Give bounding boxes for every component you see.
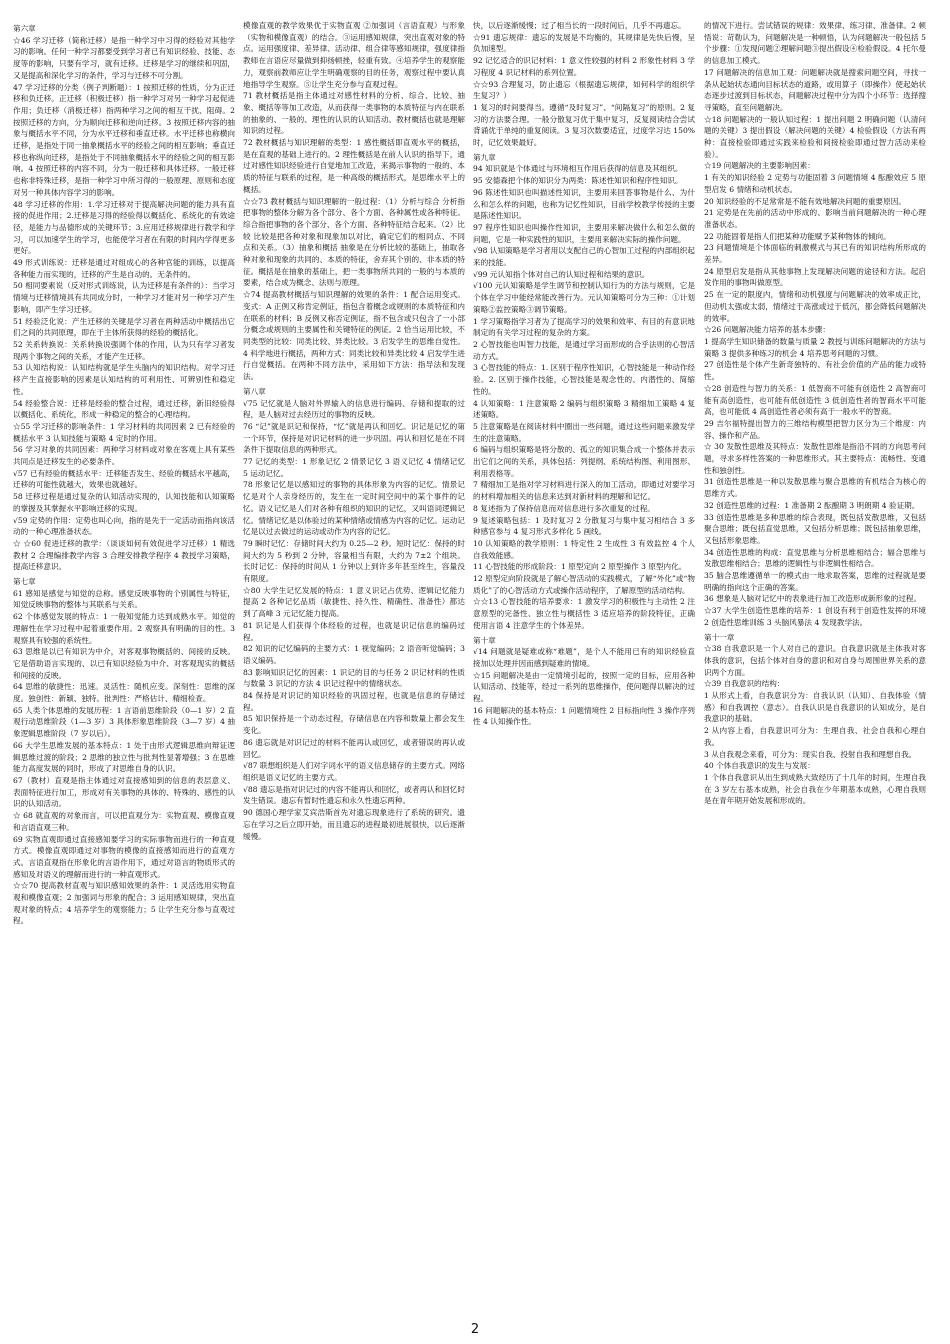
paragraph: 1 个体自我意识从出生到成熟大致经历了十几年的时间，生理自我在 3 岁左右基本成熟，社会自我在少年期基本成熟，心理自我则是在青年期开始发展和形成的。 bbox=[704, 773, 926, 806]
paragraph: 58 迁移过程是通过复杂的认知活动实现的，认知技能和认知策略的掌握及其掌握水平影响迁移的实现。 bbox=[13, 492, 235, 513]
paragraph: 33 创造性思维是多种思维的综合表现，既包括发散思维，又包括聚合思维；既包括直觉思维，又包括分析思维；既包括抽象思维，又包括形象思维。 bbox=[704, 512, 926, 545]
chapter-heading: 第六章 bbox=[13, 24, 36, 33]
paragraph: ☆☆13 心智技能的培养要求：1 激发学习的积极性与主动性 2 注意原型的完备性、独立性与概括性 3 适应培养的阶段特征，正确使用言语 4 注意学生的个体差异。 bbox=[473, 597, 695, 630]
paragraph: √59 定势的作用：定势也叫心向，指的是先于一定活动而指向该活动的一种心理准备状态。 bbox=[13, 515, 235, 537]
paragraph: 4 认知策略：1 注意策略 2 编码与组织策略 3 精细加工策略 4 复述策略。 bbox=[473, 398, 695, 420]
paragraph: √100 元认知策略是学生调节和控制认知行为的方法与规则，它是个体在学习中能经常能改善行为。元认知策略可分为三种：①计划策略②监控策略③调节策略。 bbox=[473, 281, 695, 314]
paragraph: 97 程序性知识也叫操作性知识，主要用来解决做什么和怎么做的问题，它是一种实践性的知识，主要用来解决实际的操作问题。 bbox=[473, 222, 695, 244]
paragraph: 31 创造性思维是一种以发散思维与聚合思维的有机结合为核心的思维方式。 bbox=[704, 477, 926, 499]
paragraph: 51 经验泛化说：产生迁移的关键是学习者在两种活动中概括出它们之间的共同原理，即在于主体所获得的经验的概括化。 bbox=[13, 316, 235, 338]
paragraph: 1 提高学生知识储备的数量与质量 2 教授与训练问题解决的方法与策略 3 提供多种练习的机会 4 培养思考问题的习惯。 bbox=[704, 336, 926, 358]
paragraph: 1 有关的知识经验 2 定势与功能固着 3 问题情境 4 酝酿效应 5 原型启发 6 情绪和动机状态。 bbox=[704, 173, 926, 194]
paragraph: 66 大学生思维发展的基本特点：1 处于由形式逻辑思维向辩证逻辑思维过渡的阶段；2 思维的独立性与批判性显著增强；3 在思维能力高度发展的同时，形成了对思维自身的认识。 bbox=[13, 740, 235, 774]
paragraph: 20 知识经验的不足常常是不能有效地解决问题的重要原因。 bbox=[704, 196, 906, 206]
paragraph: 83 影响知识记忆的因素：1 识记的目的与任务 2 识记材料的性质与数量 3 识记的方法 4 识记过程中的情绪状态。 bbox=[243, 667, 465, 689]
paragraph: ☆38 自我意识是一个人对自己的意识。自我意识就是主体我对客体我的意识，包括个体对自身的意识和对自身与周围世界关系的意识两个方面。 bbox=[704, 644, 926, 677]
paragraph: ☆☆93 合理复习，防止遗忘（根据遗忘规律，如何科学的组织学生复习？） bbox=[473, 79, 695, 101]
chapter-heading: 第十章 bbox=[473, 635, 496, 645]
paragraph: 49 形式训练说：迁移是通过对组成心的各种官能的训练，以提高各种能力而实现的，迁移的产生是自动的。无条件的。 bbox=[13, 258, 235, 279]
chapter-heading: 第八章 bbox=[243, 386, 266, 396]
text-column-2 bbox=[243, 20, 465, 1312]
paragraph: 81 识记是人们获得个体经验的过程，也就是识记信息的编码过程。 bbox=[243, 620, 465, 642]
paragraph: 72 教材概括与知识理解的类型：1 感性概括即直观水平的概括，是在直观的基础上进行的。2 理性概括是在前人认识的指导下，通过对感性知识经验进行自觉地加工改造，来揭示事物的一般的、本质的特征与联系的过程，是一种高级的概括形式，是思维水平上的概括。 bbox=[243, 138, 465, 194]
paragraph: 64 思维的敏捷性：迅速。灵活性：随机应变。深刻性：思维的深度。独创性：新颖、独特。批判性：严格估计、精细检查。 bbox=[13, 682, 235, 704]
paragraph: 63 思维是以已有知识为中介，对客观事物概括的、间接的反映。它是借助语言实现的、以已有知识经验为中介、对客观现实的概括和间接的反映。 bbox=[13, 647, 235, 680]
page-number: 2 bbox=[470, 1322, 480, 1337]
paragraph: 90 德国心理学家艾宾浩斯首先对遗忘现象进行了系统的研究。遗忘在学习之后立即开始，而且遗忘的进程最初进展很快，以后逐渐缓慢。 bbox=[243, 808, 465, 841]
paragraph: √88 遗忘是指对识记过的内容不能再认和回忆，或者再认和回忆时发生错误。遗忘有暂时性遗忘和永久性遗忘两种。 bbox=[243, 784, 465, 806]
paragraph: 25 在一定的限度内，情绪和动机强度与问题解决的效率成正比，但动机太强或太弱，情绪过于高涨或过于低沉，都会降低问题解决的效率。 bbox=[704, 290, 926, 323]
paragraph: √14 问题就是疑难或称“难题”，是个人不能用已有的知识经验直接加以处理并因而感到疑难的情境。 bbox=[473, 647, 695, 668]
paragraph: 32 创造性思维的过程：1 准备期 2 酝酿期 3 明朗期 4 验证期。 bbox=[704, 500, 920, 510]
chapter-heading: 第九章 bbox=[473, 152, 496, 162]
paragraph: 9 复述策略包括：1 及时复习 2 分散复习与集中复习相结合 3 多种感官参与 4 复习形式多样化 5 画线。 bbox=[473, 515, 695, 537]
paragraph: ☆91 遗忘规律：遗忘的发展是不均衡的，其规律是先快后慢，呈负加速型。 bbox=[473, 32, 695, 54]
paragraph: 56 学习对象的共同因素：两种学习材料或对象在客观上具有某些共同点是迁移发生的必要条件。 bbox=[13, 445, 235, 467]
paragraph: ☆39 自我意识的结构： bbox=[704, 679, 785, 689]
paragraph: 的情况下进行。尝试错误的规律：效果律、练习律、准备律。2 顿悟说：苛勒认为，问题解决是一种顿悟，认为问题解决一般包括 5 个步骤：①发现问题②理解问题③提出假设④检验假设。4 托尔曼的信息加工模式。 bbox=[704, 21, 926, 66]
paragraph: 69 实物直观即通过直接感知要学习的实际事物而进行的一种直观方式。模像直观即通过对事物的模像的直接感知而进行的直观方式。言语直观指在形象化的言语作用下，通过对语言的物质形式的感知及对语义的理解而进行的一种直观形式。 bbox=[13, 834, 235, 879]
paragraph: 65 人类个体思维的发展历程：1 言语前思维阶段（0—1 岁）2 直观行动思维阶段（1—3 岁）3 具体形象思维阶段（3—7 岁）4 抽象逻辑思维阶段（7 岁以后）。 bbox=[13, 705, 235, 739]
paragraph: 61 感知是感觉与知觉的总称。感觉反映事物的个别属性与特征，知觉反映事物的整体与其联系与关系。 bbox=[13, 588, 235, 610]
paragraph: 16 问题解决的基本特点：1 问题情境性 2 目标指向性 3 操作序列性 4 认知操作性。 bbox=[473, 705, 695, 727]
paragraph: ☆37 大学生创造性思维的培养：1 创设有利于创造性发挥的环境 2 创造性思维训练 3 头脑风暴法 4 发现教学法。 bbox=[704, 606, 926, 627]
paragraph: ☆28 创造性与智力的关系：1 低智商不可能有创造性 2 高智商可能有高创造性，也可能有低创造性 3 低创造性者的智商水平可能高，也可能低 4 高创造性者必须有高于一般水平的智商。 bbox=[704, 383, 926, 417]
paragraph: ☆46 学习迁移（简称迁移）是指一种学习中习得的经验对其他学习的影响。任何一种学习都要受到学习者已有知识经验、技能、态度等的影响，只要有学习，就有迁移。迁移是学习的继续和巩固，又是提高和深化学习的条件，学习与迁移不可分割。 bbox=[13, 35, 235, 80]
paragraph: √98 认知策略是学习者用以支配自己的心智加工过程的内部组织起来的技能。 bbox=[473, 246, 695, 268]
paragraph: ☆55 学习迁移的影响条件：1 学习材料的共同因素 2 已有经验的概括水平 3 认知技能与策略 4 定时的作用。 bbox=[13, 421, 235, 443]
paragraph: 84 保持是对识记的知识经验的巩固过程，也就是信息的存储过程。 bbox=[243, 691, 465, 712]
paragraph: 52 关系转换说：关系转换说强调个体的作用，认为只有学习者发现两个事物之间的关系，才能产生迁移。 bbox=[13, 339, 235, 361]
paragraph: 2 从内容上看，自我意识可分为：生理自我、社会自我和心理自我。 bbox=[704, 726, 926, 747]
paragraph: √87 联想组织是人们对字词水平的语义信息储存的主要方式。网络组织是语义记忆的主要方式。 bbox=[243, 761, 465, 782]
paragraph: ☆18 问题解决的一般认知过程：1 提出问题 2 明确问题（认清问题的关键）3 提出假设（解决问题的关键）4 检验假设（方法有两种：直接检验即通过实践来检验和间接检验即通过智力活动来检验）。 bbox=[704, 114, 926, 159]
paragraph: √57 已有经验的概括水平：迁移能否发生、经验的概括水平越高，迁移的可能性就越大，效果也就越好。 bbox=[13, 468, 235, 490]
paragraph: √75 记忆就是人脑对外界输入的信息进行编码、存储和提取的过程，是人脑对过去经历过的事物的反映。 bbox=[243, 398, 465, 420]
paragraph: 7 精细加工是指对学习材料进行深入的加工活动，即通过对要学习的材料增加相关的信息来达到对新材料的理解和记忆。 bbox=[473, 480, 695, 502]
paragraph: 3 心智技能的特点：1. 区别于程序性知识，心智技能是一种动作经验。2. 区别于操作技能，心智技能是观念性的、内潜性的、简缩性的。 bbox=[473, 363, 695, 396]
paragraph: 27 创造性是个体产生新奇独特的、有社会价值的产品的能力或特性。 bbox=[704, 360, 926, 382]
paragraph: 3 从自我观念来看，可分为：现实自我、投射自我和理想自我。 bbox=[704, 749, 917, 759]
paragraph: 34 创造性思维的构成：直觉思维与分析思维相结合；辐合思维与发散思维相结合；思维的逻辑性与非逻辑性相结合。 bbox=[704, 547, 926, 569]
paragraph: 67（教材）直观是指主体通过对直接感知到的信息的表层意义、表面特征进行加工，形成对有关事物的具体的、特殊的、感性的认识的认知活动。 bbox=[13, 776, 235, 809]
paragraph: ☆ 30 发散性思维及其特点：发散性思维是指沿不同的方向思考问题，寻求多样性答案的一种思维形式。其主要特点：流畅性、变通性和独创性。 bbox=[704, 442, 926, 475]
paragraph: 54 经验整合说：迁移是经验的整合过程，通过迁移，新旧经验得以概括化、系统化，形成一种稳定的整合的心理结构。 bbox=[13, 398, 235, 420]
paragraph: 78 形象记忆是以感知过的事物的具体形象为内容的记忆。情景记忆是对个人亲身经历的，发生在一定时间空间中的某个事件的记忆。语义记忆是人们对各种有组织的知识的记忆，又叫语词逻辑记忆。情绪记忆是以体验过的某种情绪或情感为内容的记忆。运动记忆是以过去做过的运动或动作为内容的记忆。 bbox=[243, 480, 465, 537]
paragraph: 1 从形式上看，自我意识分为：自我认识（认知）、自我体验（情感）和自我调控（意志）。自我认识是自我意识的认知成分，是自我意识的基础。 bbox=[704, 691, 926, 724]
paragraph: 17 问题解决的信息加工观：问题解决就是搜索问题空间，寻找一条从起始状态通向目标状态的道路，或用算子（即操作）使起始状态逐步过渡到目标状态，问题解决过程中分为四个小环节：选择搜寻策略，直至问题解决。 bbox=[704, 67, 926, 112]
paragraph: 6 编码与组织策略是将分散的、孤立的知识集合成一个整体并表示出它们之间的关系，具体包括：列提纲、系统结构图、利用图形、利用表格等。 bbox=[473, 445, 695, 478]
paragraph: 48 学习迁移的作用：1.学习迁移对于提高解决问题的能力具有直接的促进作用；2.迁移是习得的经验得以概括化、系统化的有效途径，是能力与品德形成的关键环节；3.应用迁移规律进行教学和学习，可以加速学生的学习，也能使学习者在有限的时间内学得更多更好。 bbox=[13, 199, 235, 256]
chapter-heading: 第七章 bbox=[13, 577, 36, 587]
paragraph: 50 相同要素说（反对形式训练说，认为迁移是有条件的）：当学习情境与迁移情境具有共同成分时，一种学习才能对另一种学习产生影响，即产生学习迁移。 bbox=[13, 281, 235, 314]
paragraph: 快，以后逐渐缓慢；过了相当长的一段时间后，几乎不再遗忘。 bbox=[473, 21, 686, 30]
paragraph: 1 学习策略指学习者为了提高学习的效果和效率、有目的有意识地制定的有关学习过程的复杂的方案。 bbox=[473, 316, 695, 338]
paragraph: 79 瞬时记忆：存储时间大约为 0.25—2 秒。短时记忆：保持的时间大约为 5 秒到 2 分钟，容量相当有限，大约为 7±2 个组块。长时记忆：保持的时间从 1 分钟以上到许多年甚至终生，容量没有限度。 bbox=[243, 538, 465, 584]
paragraph: 23 问题情境是个体面临的刺激模式与其已有的知识结构所形成的差异。 bbox=[704, 243, 926, 265]
paragraph: 36 想象是人脑对记忆中的表象进行加工改造形成新形象的过程。 bbox=[704, 594, 922, 604]
paragraph: 2 心智技能也叫智力技能，是通过学习而形成的合乎法则的心智活动方式。 bbox=[473, 339, 695, 361]
paragraph: 94 知识就是个体通过与环境相互作用后获得的信息及其组织。 bbox=[473, 164, 683, 174]
text-column-1 bbox=[13, 20, 235, 1312]
paragraph: ☆☆73 教材概括与知识理解的一般过程：（1）分析与综合 分析指把事物的整体分解为各个部分、各个方面、各种属性或各种特征。综合指把事物的各个部分、各个方面、各种特征结合起来。（2）比较 比较是把各种对象和现象加以对比，确定它们的相同点、不同点和关系。（3）抽象和概括 抽象是在分析比较的基础上，抽取各种对象和现象的共同的、本质的特征，舍弃其个别的、非本质的特征。概括是在抽象的基础上，把一类事物所共同的一般的与本质的要素，结合成为概念、法则与原理。 bbox=[243, 196, 465, 288]
paragraph: 47 学习迁移的分类（例子判断题）：1 按照迁移的性质，分为正迁移和负迁移。正迁移（积极迁移）指一种学习对另一种学习起促进作用；负迁移（消极迁移）指两种学习之间的相互干扰、阻碍。2 按照迁移的方向，分为顺向迁移和逆向迁移。3 按照迁移内容的抽象与概括水平不同，分为水平迁移和垂直迁移。水平迁移也称横向迁移，是指处于同一抽象概括水平的经验之间的相互影响；垂直迁移也称纵向迁移，是指处于不同抽象概括水平的经验之间的相互影响。4 按照迁移的内容不同，分为一般迁移和具体迁移。一般迁移也称非特殊迁移，是指一种学习中所习得的一般原理、原则和态度对另一种具体内容学习的影响。 bbox=[13, 82, 235, 197]
paragraph: 11 心智技能的形成阶段：1 原型定向 2 原型操作 3 原型内化。 bbox=[473, 562, 687, 572]
paragraph: 10 认知策略的教学原则：1 特定性 2 生成性 3 有效监控 4 个人自我效能感。 bbox=[473, 538, 695, 560]
paragraph: 76 “记”就是识记和保持，“忆”就是再认和回忆。识记是记忆的第一个环节，保持是对识记材料的进一步巩固。再认和回忆是在不同条件下提取信息的两种形式。 bbox=[243, 421, 465, 455]
paragraph: ☆☆70 提高教材直观与知识感知效果的条件：1 灵活选用实物直观和模像直观；2 加强词与形象的配合；3 运用感知规律，突出直观对象的特点；4 培养学生的观察能力；5 让学生充分参与直观过程。 bbox=[13, 881, 235, 926]
paragraph: ☆ ☆60 促进迁移的教学：（谈谈如何有效促进学习迁移）1 精选教材 2 合理编排教学内容 3 合理安排教学程序 4 教授学习策略，提高迁移意识。 bbox=[13, 538, 235, 572]
paragraph: 35 脑合思维遵循单一的模式由一地求取答案，思维的过程就是要明确的指向这个正确的答案。 bbox=[704, 571, 926, 592]
paragraph: ☆26 问题解决能力培养的基本步骤： bbox=[704, 325, 830, 335]
paragraph: 85 知识保持是一个动态过程，存储信息在内容和数量上都会发生变化。 bbox=[243, 714, 465, 736]
paragraph: 5 注意策略是在阅读材料中圈出一些问题，通过这些问题来激发学生的注意策略。 bbox=[473, 421, 695, 443]
chapter-heading: 第十一章 bbox=[704, 632, 735, 642]
paragraph: 92 记忆适合的识记材料：1 意义性较强的材料 2 形象性材料 3 学习程度 4 识记材料的系列位置。 bbox=[473, 56, 695, 77]
paragraph: ☆80 大学生记忆发展的特点：1 意义识记占优势、逻辑记忆能力提高 2 各种记忆品质（敏捷性、持久性、精确性、准备性）都达到了高峰 3 元记忆能力提高。 bbox=[243, 585, 465, 619]
paragraph: ☆ 68 就直观的对象而言，可以把直观分为：实物直观、模像直观和言语直观三种。 bbox=[13, 811, 235, 832]
paragraph: 22 功能固着是指人们把某种功能赋予某种物体的倾向。 bbox=[704, 231, 891, 241]
paragraph: 95 安德森把个体的知识分为两类：陈述性知识和程序性知识。 bbox=[473, 176, 683, 186]
text-column-4 bbox=[704, 20, 926, 1312]
paragraph: 模像直观的教学效果优于实物直观 ②加强词（言语直观）与形象（实物和模像直观）的结合。③运用感知规律，突出直观对象的特点。运用强度律、差异律、活动律、组合律等感知规律，强度律指教师在言语应尽量做到抑扬顿挫，轻重有致。④培养学生的观察能力，观察前教师应让学生明确观察的目的任务，观察过程中要认真地指导学生观察。⑤让学生充分参与直观过程。 bbox=[243, 21, 465, 89]
paragraph: 71 教材概括是指主体通过对感性材料的分析、综合、比较、抽象、概括等等加工改造，从而获得一类事物的本质特征与内在联系的抽象的、一般的、理性的认识的认知活动。教材概括也就是理解知识的过程。 bbox=[243, 91, 465, 136]
paragraph: 24 原型启发是指从其他事物上发现解决问题的途径和方法。起启发作用的事物叫做原型。 bbox=[704, 266, 926, 288]
paragraph: 53 认知结构说：认知结构就是学生头脑内的知识结构。对学习迁移产生直接影响的因素是认知结构的可利用性、可辨别性和稳定性。 bbox=[13, 363, 235, 396]
paragraph: 8 复述指为了保持信息而对信息进行多次重复的过程。 bbox=[473, 503, 655, 513]
paragraph: ☆74 提高教材概括与知识理解的效果的条件：1 配合运用变式。变式：A 正例又称肯定例证，指包含着概念或规则的本质特征和内在联系的材料；B 反例又称否定例证，指不包含或只包含了一小部分概念或规则的主要属性和关键特征的例证。2 恰当运用比较，不同类型的比较：同类比较、异类比较。3 启发学生的思维自觉性。4 科学地进行概括，两种方式：同类比较和异类比较 4 启发学生进行自觉概括。在两种不同方法中，采用如下方法：指导法和发现法。 bbox=[243, 290, 465, 382]
paragraph: 86 遗忘就是对识记过的材料不能再认或回忆，或者错误的再认或回忆。 bbox=[243, 737, 465, 759]
text-column-3 bbox=[473, 20, 695, 1312]
paragraph: 1 复习的时间要得当。遵循“及时复习”、“间隔复习”的原则。2 复习的方法要合理。一般分散复习优于集中复习，反复阅读结合尝试背诵优于单纯的重复阅读。3 复习次数要适宜，过度学习达 150% 时，记忆效果最好。 bbox=[473, 102, 695, 148]
paragraph: 96 陈述性知识也叫描述性知识，主要用来回答事物是什么、为什么和怎么样的问题，也称为记忆性知识，目前学校教学传授的主要是陈述性知识。 bbox=[473, 187, 695, 221]
paragraph: ☆19 问题解决的主要影响因素： bbox=[704, 161, 815, 171]
paragraph: 21 定势是在先前的活动中形成的、影响当前问题解决的一种心理准备状态。 bbox=[704, 208, 926, 229]
paragraph: 12 原型定向阶段就是了解心智活动的实践模式，了解“外化”或“物质化”了的心智活动方式或操作活动程序，了解原型的活动结构。 bbox=[473, 574, 695, 595]
paragraph: 40 个体自我意识的发生与发展： bbox=[704, 761, 815, 771]
paragraph: √99 元认知指个体对自己的认知过程和结果的意识。 bbox=[473, 269, 650, 279]
paragraph: ☆15 问题解决是由一定情境引起的，按照一定的目标，应用各种认知活动、技能等，经过一系列的思维操作，使问题得以解决的过程。 bbox=[473, 670, 695, 704]
paragraph: 82 知识的记忆编码的主要方式：1 视觉编码；2 语音听觉编码；3 语义编码。 bbox=[243, 644, 465, 665]
paragraph: 29 吉尔福特提出智力的三维结构模型把智力区分为三个维度：内容、操作和产品。 bbox=[704, 418, 926, 440]
paragraph: 62 个体感觉发展的特点：1 一般知觉能力达到成熟水平。知觉的理解性在学习过程中起着重要作用。2 观察具有明确的目的性。3 观察具有较强的系统性。 bbox=[13, 612, 235, 645]
paragraph: 77 记忆的类型：1 形象记忆 2 情景记忆 3 语义记忆 4 情绪记忆 5 运动记忆。 bbox=[243, 457, 465, 478]
